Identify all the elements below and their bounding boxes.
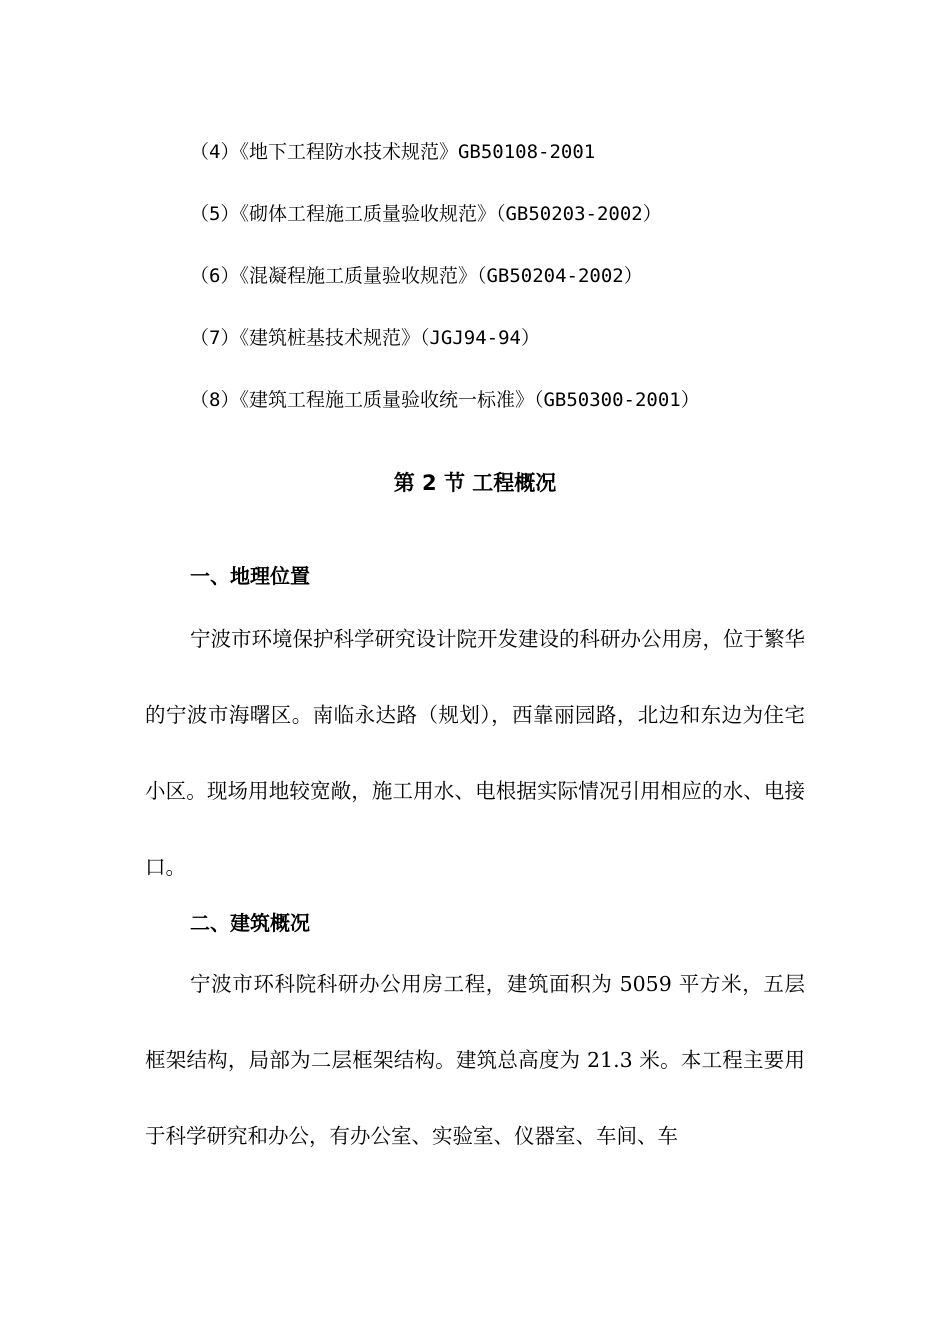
standard-item-8: （8）《建筑工程施工质量验收统一标准》（GB50300-2001） [190, 389, 700, 411]
subsection-heading-building: 二、建筑概况 [190, 911, 310, 935]
standards-list [190, 137, 700, 447]
standard-item-5: （5）《砌体工程施工质量验收规范》（GB50203-2002） [190, 203, 662, 225]
standard-item-4: （4）《地下工程防水技术规范》GB50108-2001 [190, 141, 596, 163]
paragraph-building: 宁波市环科院科研办公用房工程，建筑面积为 5059 平方米，五层框架结构，局部为二层框架结构。建筑总高度为 21.3 米。本工程主要用于科学研究和办公，有办公室、实验室、仪器室、车间、车 [145, 972, 805, 1148]
standard-item-7: （7）《建筑桩基技术规范》（JGJ94-94） [190, 327, 540, 349]
subsection-heading-location: 一、地理位置 [190, 564, 310, 588]
section-title: 第 2 节 工程概况 [393, 471, 557, 495]
standard-item-6: （6）《混凝程施工质量验收规范》（GB50204-2002） [190, 265, 643, 287]
paragraph-location: 宁波市环境保护科学研究设计院开发建设的科研办公用房，位于繁华的宁波市海曙区。南临永达路（规划），西靠丽园路，北边和东边为住宅小区。现场用地较宽敞，施工用水、电根据实际情况引用相应的水、电接口。 [145, 627, 805, 879]
